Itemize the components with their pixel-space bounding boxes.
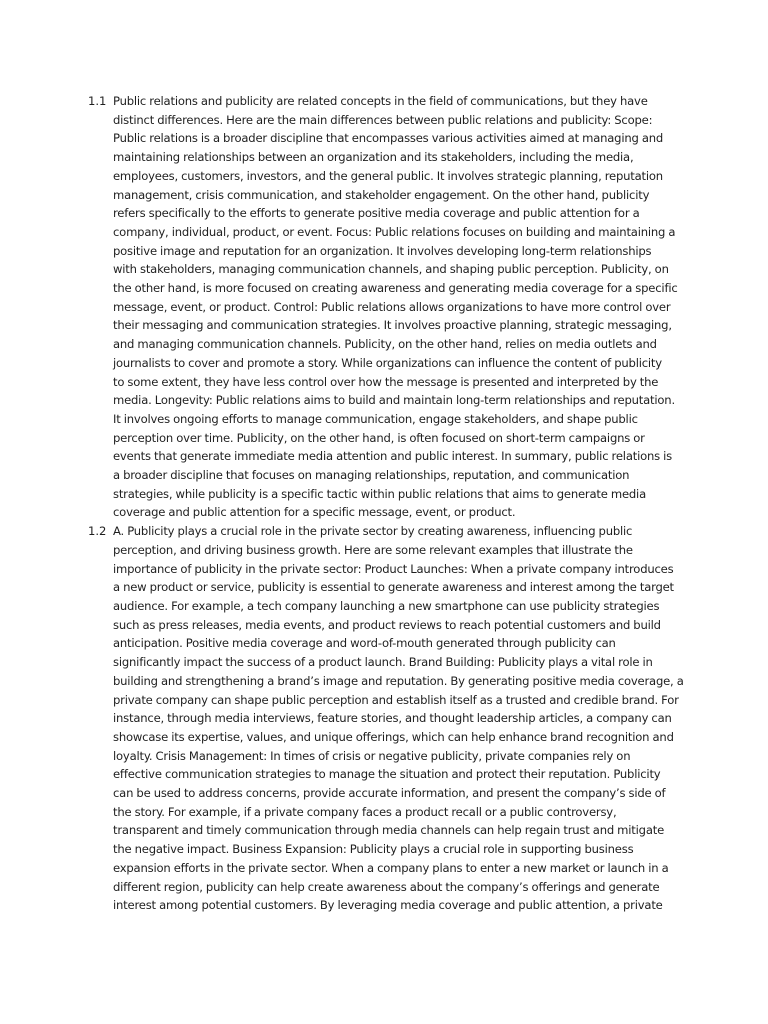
paragraph-line: with stakeholders, managing communication channels, and shaping public perception. Publicity, on bbox=[113, 262, 669, 277]
list-item-paragraph bbox=[113, 92, 680, 522]
paragraph-line: It involves ongoing efforts to manage communication, engage stakeholders, and shape public bbox=[113, 411, 638, 426]
paragraph-line: importance of publicity in the private sector: Product Launches: When a private company introduces bbox=[113, 561, 674, 576]
paragraph-line: A. Publicity plays a crucial role in the private sector by creating awareness, influencing public bbox=[113, 524, 633, 539]
list-item-number: 1.2 bbox=[88, 524, 107, 539]
paragraph-line: the story. For example, if a private company faces a product recall or a public controversy, bbox=[113, 804, 617, 819]
numbered-list bbox=[88, 92, 684, 915]
paragraph-line: media. Longevity: Public relations aims to build and maintain long-term relationships and reputation. bbox=[113, 393, 675, 408]
paragraph-line: perception over time. Publicity, on the other hand, is often focused on short-term campaigns or bbox=[113, 430, 645, 445]
paragraph-line: maintaining relationships between an organization and its stakeholders, including the media, bbox=[113, 150, 634, 165]
paragraph-line: journalists to cover and promote a story. While organizations can influence the content of publicity bbox=[113, 355, 662, 370]
paragraph-line: can be used to address concerns, provide accurate information, and present the company’s side of bbox=[113, 786, 666, 801]
paragraph-line: effective communication strategies to manage the situation and protect their reputation. Publicity bbox=[113, 767, 661, 782]
paragraph-line: management, crisis communication, and stakeholder engagement. On the other hand, publicity bbox=[113, 187, 650, 202]
paragraph-line: anticipation. Positive media coverage and word-of-mouth generated through publicity can bbox=[113, 636, 616, 651]
list-item-number: 1.1 bbox=[88, 94, 107, 108]
paragraph-line: to some extent, they have less control over how the message is presented and interpreted by the bbox=[113, 374, 659, 389]
paragraph-line: events that generate immediate media attention and public interest. In summary, public relations is bbox=[113, 449, 673, 464]
paragraph-line: a new product or service, publicity is essential to generate awareness and interest among the target bbox=[113, 580, 674, 595]
paragraph-line: a broader discipline that focuses on managing relationships, reputation, and communication bbox=[113, 468, 630, 483]
paragraph-line: transparent and timely communication through media channels can help regain trust and mitigate bbox=[113, 823, 665, 838]
paragraph-line: coverage and public attention for a specific message, event, or product. bbox=[113, 505, 516, 520]
paragraph-line: loyalty. Crisis Management: In times of crisis or negative publicity, private companies rely on bbox=[113, 748, 631, 763]
paragraph-line: showcase its expertise, values, and unique offerings, which can help enhance brand recognition and bbox=[113, 729, 674, 744]
paragraph-line: private company can shape public perception and establish itself as a trusted and credible brand. For bbox=[113, 692, 679, 707]
paragraph-line: expansion efforts in the private sector. When a company plans to enter a new market or launch in a bbox=[113, 860, 669, 875]
paragraph-line: positive image and reputation for an organization. It involves developing long-term relationships bbox=[113, 243, 652, 258]
paragraph-line: Public relations and publicity are related concepts in the field of communications, but they have bbox=[113, 94, 648, 108]
list-item-paragraph bbox=[113, 522, 684, 915]
list-item bbox=[88, 92, 680, 522]
paragraph-line: perception, and driving business growth. Here are some relevant examples that illustrate the bbox=[113, 542, 633, 557]
paragraph-line: such as press releases, media events, and product reviews to reach potential customers and build bbox=[113, 617, 661, 632]
paragraph-line: their messaging and communication strategies. It involves proactive planning, strategic messaging, bbox=[113, 318, 672, 333]
list-item bbox=[88, 522, 684, 915]
paragraph-line: Public relations is a broader discipline that encompasses various activities aimed at managing and bbox=[113, 131, 664, 146]
paragraph-line: company, individual, product, or event. Focus: Public relations focuses on building and maintaining a bbox=[113, 224, 676, 239]
paragraph-line: audience. For example, a tech company launching a new smartphone can use publicity strategies bbox=[113, 598, 660, 613]
paragraph-line: building and strengthening a brand’s image and reputation. By generating positive media coverage, a bbox=[113, 673, 684, 688]
paragraph-line: different region, publicity can help create awareness about the company’s offerings and generate bbox=[113, 879, 660, 894]
paragraph-line: message, event, or product. Control: Public relations allows organizations to have more control over bbox=[113, 299, 671, 314]
paragraph-line: significantly impact the success of a product launch. Brand Building: Publicity plays a vital role in bbox=[113, 655, 653, 670]
paragraph-line: distinct differences. Here are the main differences between public relations and publicity: Scope: bbox=[113, 112, 653, 127]
paragraph-line: interest among potential customers. By leveraging media coverage and public attention, a private bbox=[113, 898, 663, 913]
paragraph-line: strategies, while publicity is a specific tactic within public relations that aims to generate media bbox=[113, 486, 646, 501]
paragraph-line: instance, through media interviews, feature stories, and thought leadership articles, a company can bbox=[113, 711, 672, 726]
paragraph-line: employees, customers, investors, and the general public. It involves strategic planning, reputation bbox=[113, 168, 663, 183]
paragraph-line: refers specifically to the efforts to generate positive media coverage and public attention for a bbox=[113, 206, 640, 221]
paragraph-line: the negative impact. Business Expansion: Publicity plays a crucial role in supporting business bbox=[113, 842, 634, 857]
paragraph-line: the other hand, is more focused on creating awareness and generating media coverage for a specific bbox=[113, 281, 678, 296]
paragraph-line: and managing communication channels. Publicity, on the other hand, relies on media outlets and bbox=[113, 337, 657, 352]
